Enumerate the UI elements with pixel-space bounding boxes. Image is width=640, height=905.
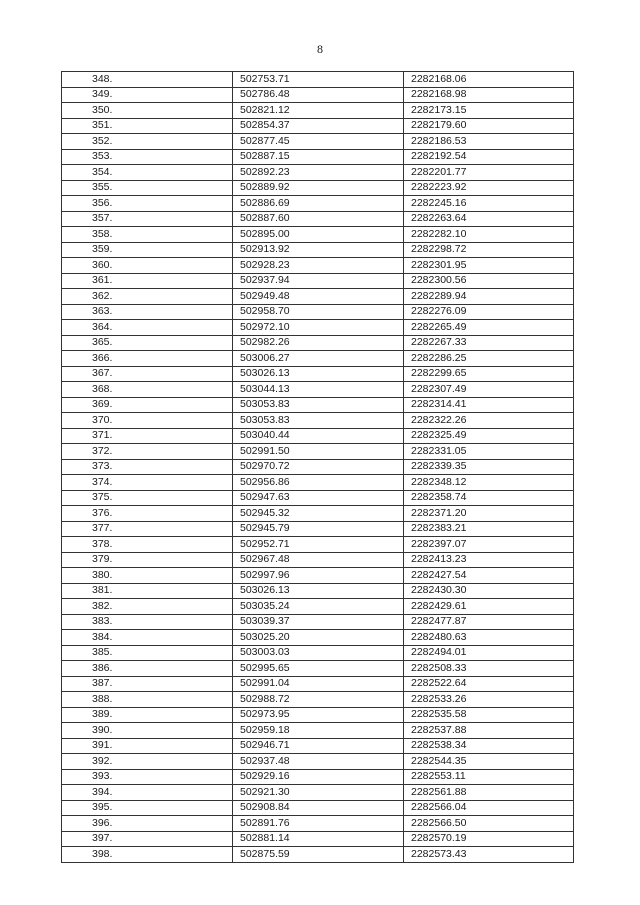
y-coordinate-cell: 2282553.11 xyxy=(404,769,574,785)
y-coordinate-cell: 2282371.20 xyxy=(404,506,574,522)
point-number-cell: 390. xyxy=(62,723,233,739)
x-coordinate-cell: 503053.83 xyxy=(233,413,404,429)
table-row xyxy=(62,800,574,816)
y-coordinate-cell: 2282245.16 xyxy=(404,196,574,212)
point-number-cell: 357. xyxy=(62,211,233,227)
x-coordinate-cell: 502945.79 xyxy=(233,521,404,537)
table-row xyxy=(62,72,574,88)
x-coordinate-cell: 502913.92 xyxy=(233,242,404,258)
table-row xyxy=(62,87,574,103)
coordinates-table-body xyxy=(62,72,574,863)
x-coordinate-cell: 503026.13 xyxy=(233,366,404,382)
x-coordinate-cell: 503006.27 xyxy=(233,351,404,367)
y-coordinate-cell: 2282276.09 xyxy=(404,304,574,320)
y-coordinate-cell: 2282201.77 xyxy=(404,165,574,181)
x-coordinate-cell: 502952.71 xyxy=(233,537,404,553)
point-number-cell: 350. xyxy=(62,103,233,119)
table-row xyxy=(62,351,574,367)
x-coordinate-cell: 502995.65 xyxy=(233,661,404,677)
point-number-cell: 348. xyxy=(62,72,233,88)
table-row xyxy=(62,630,574,646)
table-row xyxy=(62,118,574,134)
x-coordinate-cell: 502854.37 xyxy=(233,118,404,134)
y-coordinate-cell: 2282430.30 xyxy=(404,583,574,599)
table-row xyxy=(62,847,574,863)
table-row xyxy=(62,661,574,677)
y-coordinate-cell: 2282298.72 xyxy=(404,242,574,258)
y-coordinate-cell: 2282192.54 xyxy=(404,149,574,165)
point-number-cell: 353. xyxy=(62,149,233,165)
point-number-cell: 356. xyxy=(62,196,233,212)
point-number-cell: 379. xyxy=(62,552,233,568)
y-coordinate-cell: 2282265.49 xyxy=(404,320,574,336)
table-row xyxy=(62,211,574,227)
point-number-cell: 388. xyxy=(62,692,233,708)
y-coordinate-cell: 2282537.88 xyxy=(404,723,574,739)
y-coordinate-cell: 2282477.87 xyxy=(404,614,574,630)
x-coordinate-cell: 502949.48 xyxy=(233,289,404,305)
table-row xyxy=(62,490,574,506)
y-coordinate-cell: 2282508.33 xyxy=(404,661,574,677)
x-coordinate-cell: 502928.23 xyxy=(233,258,404,274)
y-coordinate-cell: 2282561.88 xyxy=(404,785,574,801)
point-number-cell: 351. xyxy=(62,118,233,134)
x-coordinate-cell: 502786.48 xyxy=(233,87,404,103)
point-number-cell: 355. xyxy=(62,180,233,196)
x-coordinate-cell: 502881.14 xyxy=(233,831,404,847)
table-row xyxy=(62,335,574,351)
point-number-cell: 395. xyxy=(62,800,233,816)
table-row xyxy=(62,304,574,320)
point-number-cell: 373. xyxy=(62,459,233,475)
table-row xyxy=(62,242,574,258)
table-row xyxy=(62,785,574,801)
y-coordinate-cell: 2282566.04 xyxy=(404,800,574,816)
point-number-cell: 387. xyxy=(62,676,233,692)
table-row xyxy=(62,273,574,289)
point-number-cell: 383. xyxy=(62,614,233,630)
table-row xyxy=(62,521,574,537)
point-number-cell: 376. xyxy=(62,506,233,522)
y-coordinate-cell: 2282223.92 xyxy=(404,180,574,196)
point-number-cell: 394. xyxy=(62,785,233,801)
x-coordinate-cell: 502956.86 xyxy=(233,475,404,491)
point-number-cell: 397. xyxy=(62,831,233,847)
x-coordinate-cell: 502887.60 xyxy=(233,211,404,227)
x-coordinate-cell: 502958.70 xyxy=(233,304,404,320)
y-coordinate-cell: 2282358.74 xyxy=(404,490,574,506)
point-number-cell: 367. xyxy=(62,366,233,382)
point-number-cell: 371. xyxy=(62,428,233,444)
point-number-cell: 391. xyxy=(62,738,233,754)
y-coordinate-cell: 2282544.35 xyxy=(404,754,574,770)
point-number-cell: 393. xyxy=(62,769,233,785)
point-number-cell: 389. xyxy=(62,707,233,723)
page-number: 8 xyxy=(317,42,323,56)
point-number-cell: 370. xyxy=(62,413,233,429)
table-row xyxy=(62,227,574,243)
table-row xyxy=(62,366,574,382)
y-coordinate-cell: 2282535.58 xyxy=(404,707,574,723)
point-number-cell: 354. xyxy=(62,165,233,181)
x-coordinate-cell: 502967.48 xyxy=(233,552,404,568)
y-coordinate-cell: 2282383.21 xyxy=(404,521,574,537)
point-number-cell: 380. xyxy=(62,568,233,584)
x-coordinate-cell: 502895.00 xyxy=(233,227,404,243)
table-row xyxy=(62,723,574,739)
y-coordinate-cell: 2282348.12 xyxy=(404,475,574,491)
table-row xyxy=(62,537,574,553)
x-coordinate-cell: 502821.12 xyxy=(233,103,404,119)
x-coordinate-cell: 502970.72 xyxy=(233,459,404,475)
y-coordinate-cell: 2282186.53 xyxy=(404,134,574,150)
x-coordinate-cell: 503039.37 xyxy=(233,614,404,630)
table-row xyxy=(62,475,574,491)
y-coordinate-cell: 2282413.23 xyxy=(404,552,574,568)
y-coordinate-cell: 2282179.60 xyxy=(404,118,574,134)
table-row xyxy=(62,149,574,165)
table-row xyxy=(62,382,574,398)
table-row xyxy=(62,568,574,584)
x-coordinate-cell: 503025.20 xyxy=(233,630,404,646)
y-coordinate-cell: 2282538.34 xyxy=(404,738,574,754)
x-coordinate-cell: 502921.30 xyxy=(233,785,404,801)
y-coordinate-cell: 2282566.50 xyxy=(404,816,574,832)
table-row xyxy=(62,676,574,692)
y-coordinate-cell: 2282286.25 xyxy=(404,351,574,367)
point-number-cell: 375. xyxy=(62,490,233,506)
table-row xyxy=(62,180,574,196)
x-coordinate-cell: 502988.72 xyxy=(233,692,404,708)
table-row xyxy=(62,289,574,305)
y-coordinate-cell: 2282300.56 xyxy=(404,273,574,289)
y-coordinate-cell: 2282263.64 xyxy=(404,211,574,227)
y-coordinate-cell: 2282289.94 xyxy=(404,289,574,305)
x-coordinate-cell: 503026.13 xyxy=(233,583,404,599)
y-coordinate-cell: 2282301.95 xyxy=(404,258,574,274)
point-number-cell: 369. xyxy=(62,397,233,413)
table-row xyxy=(62,754,574,770)
y-coordinate-cell: 2282427.54 xyxy=(404,568,574,584)
x-coordinate-cell: 502892.23 xyxy=(233,165,404,181)
table-row xyxy=(62,413,574,429)
x-coordinate-cell: 502945.32 xyxy=(233,506,404,522)
y-coordinate-cell: 2282522.64 xyxy=(404,676,574,692)
point-number-cell: 364. xyxy=(62,320,233,336)
x-coordinate-cell: 502753.71 xyxy=(233,72,404,88)
x-coordinate-cell: 502946.71 xyxy=(233,738,404,754)
x-coordinate-cell: 502947.63 xyxy=(233,490,404,506)
x-coordinate-cell: 502973.95 xyxy=(233,707,404,723)
table-row xyxy=(62,738,574,754)
point-number-cell: 349. xyxy=(62,87,233,103)
y-coordinate-cell: 2282173.15 xyxy=(404,103,574,119)
point-number-cell: 374. xyxy=(62,475,233,491)
point-number-cell: 384. xyxy=(62,630,233,646)
point-number-cell: 392. xyxy=(62,754,233,770)
y-coordinate-cell: 2282282.10 xyxy=(404,227,574,243)
x-coordinate-cell: 502937.48 xyxy=(233,754,404,770)
x-coordinate-cell: 502889.92 xyxy=(233,180,404,196)
point-number-cell: 363. xyxy=(62,304,233,320)
table-row xyxy=(62,103,574,119)
y-coordinate-cell: 2282573.43 xyxy=(404,847,574,863)
table-row xyxy=(62,134,574,150)
x-coordinate-cell: 503040.44 xyxy=(233,428,404,444)
table-row xyxy=(62,320,574,336)
x-coordinate-cell: 502972.10 xyxy=(233,320,404,336)
y-coordinate-cell: 2282168.98 xyxy=(404,87,574,103)
x-coordinate-cell: 503053.83 xyxy=(233,397,404,413)
table-row xyxy=(62,692,574,708)
point-number-cell: 381. xyxy=(62,583,233,599)
y-coordinate-cell: 2282322.26 xyxy=(404,413,574,429)
y-coordinate-cell: 2282314.41 xyxy=(404,397,574,413)
point-number-cell: 386. xyxy=(62,661,233,677)
x-coordinate-cell: 503003.03 xyxy=(233,645,404,661)
x-coordinate-cell: 502997.96 xyxy=(233,568,404,584)
point-number-cell: 365. xyxy=(62,335,233,351)
y-coordinate-cell: 2282397.07 xyxy=(404,537,574,553)
table-row xyxy=(62,459,574,475)
point-number-cell: 361. xyxy=(62,273,233,289)
table-row xyxy=(62,428,574,444)
table-row xyxy=(62,552,574,568)
point-number-cell: 382. xyxy=(62,599,233,615)
table-row xyxy=(62,196,574,212)
table-row xyxy=(62,165,574,181)
table-row xyxy=(62,816,574,832)
y-coordinate-cell: 2282325.49 xyxy=(404,428,574,444)
y-coordinate-cell: 2282267.33 xyxy=(404,335,574,351)
y-coordinate-cell: 2282299.65 xyxy=(404,366,574,382)
table-row xyxy=(62,645,574,661)
x-coordinate-cell: 502937.94 xyxy=(233,273,404,289)
x-coordinate-cell: 502908.84 xyxy=(233,800,404,816)
point-number-cell: 358. xyxy=(62,227,233,243)
table-row xyxy=(62,583,574,599)
table-row xyxy=(62,444,574,460)
point-number-cell: 360. xyxy=(62,258,233,274)
y-coordinate-cell: 2282570.19 xyxy=(404,831,574,847)
x-coordinate-cell: 502875.59 xyxy=(233,847,404,863)
coordinates-table xyxy=(61,71,574,863)
x-coordinate-cell: 503044.13 xyxy=(233,382,404,398)
x-coordinate-cell: 502982.26 xyxy=(233,335,404,351)
table-row xyxy=(62,258,574,274)
x-coordinate-cell: 502991.50 xyxy=(233,444,404,460)
table-row xyxy=(62,831,574,847)
point-number-cell: 378. xyxy=(62,537,233,553)
y-coordinate-cell: 2282494.01 xyxy=(404,645,574,661)
x-coordinate-cell: 502886.69 xyxy=(233,196,404,212)
point-number-cell: 359. xyxy=(62,242,233,258)
table-row xyxy=(62,397,574,413)
table-row xyxy=(62,506,574,522)
point-number-cell: 368. xyxy=(62,382,233,398)
point-number-cell: 396. xyxy=(62,816,233,832)
y-coordinate-cell: 2282331.05 xyxy=(404,444,574,460)
table-row xyxy=(62,707,574,723)
point-number-cell: 362. xyxy=(62,289,233,305)
point-number-cell: 352. xyxy=(62,134,233,150)
y-coordinate-cell: 2282307.49 xyxy=(404,382,574,398)
point-number-cell: 366. xyxy=(62,351,233,367)
x-coordinate-cell: 502891.76 xyxy=(233,816,404,832)
point-number-cell: 398. xyxy=(62,847,233,863)
x-coordinate-cell: 502877.45 xyxy=(233,134,404,150)
y-coordinate-cell: 2282480.63 xyxy=(404,630,574,646)
table-row xyxy=(62,599,574,615)
y-coordinate-cell: 2282339.35 xyxy=(404,459,574,475)
table-row xyxy=(62,614,574,630)
table-row xyxy=(62,769,574,785)
y-coordinate-cell: 2282429.61 xyxy=(404,599,574,615)
point-number-cell: 372. xyxy=(62,444,233,460)
x-coordinate-cell: 503035.24 xyxy=(233,599,404,615)
point-number-cell: 385. xyxy=(62,645,233,661)
y-coordinate-cell: 2282533.26 xyxy=(404,692,574,708)
x-coordinate-cell: 502991.04 xyxy=(233,676,404,692)
x-coordinate-cell: 502959.18 xyxy=(233,723,404,739)
y-coordinate-cell: 2282168.06 xyxy=(404,72,574,88)
x-coordinate-cell: 502929.16 xyxy=(233,769,404,785)
x-coordinate-cell: 502887.15 xyxy=(233,149,404,165)
point-number-cell: 377. xyxy=(62,521,233,537)
